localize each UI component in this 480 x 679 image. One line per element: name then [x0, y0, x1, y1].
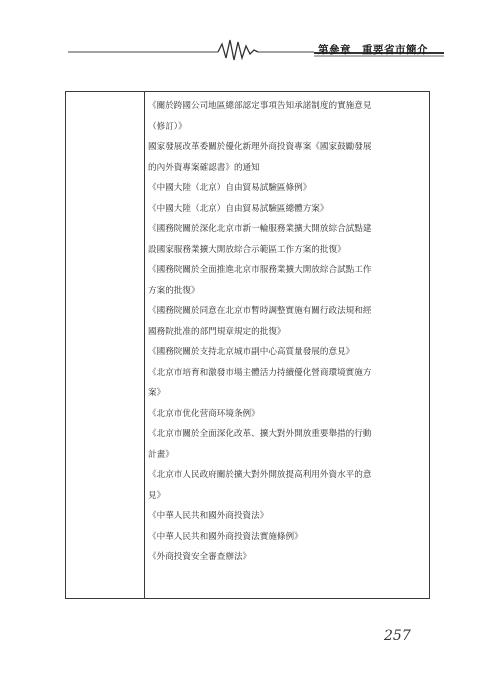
regulation-line: 《中華人民共和國外商投資法》 — [148, 511, 269, 521]
regulation-line: 《北京市培育和激發市場主體活力持續優化營商環境實施方 — [148, 367, 372, 378]
regulation-line: 《國務院關於支持北京城市副中心高質量發展的意見》 — [148, 347, 355, 357]
regulation-line: 國務院批准的部門規章規定的批復》 — [148, 326, 286, 337]
regulation-line: 《中華人民共和國外商投資法實施條例》 — [148, 531, 303, 542]
regulation-line: （修訂）》 — [148, 121, 187, 132]
regulation-line: 設國家服務業擴大開放綜合示範區工作方案的批復》 — [148, 244, 346, 255]
regulation-line: 《北京市關於全面深化改革、擴大對外開放重要舉措的行動 — [148, 429, 372, 439]
column-divider — [144, 92, 145, 598]
regulation-line: 國家發展改革委關於優化新理外商投資專案《國家鼓勵發展 — [148, 142, 372, 152]
chapter-title: 第參章 重要省市簡介 — [318, 44, 428, 56]
page-header — [0, 0, 480, 80]
regulation-line: 方案的批復》 — [148, 285, 200, 296]
header-decoration — [0, 0, 480, 80]
regulation-line: 案》 — [148, 388, 166, 398]
page-number: 257 — [384, 628, 411, 644]
regulation-line: 的內外資專案確認書》的通知 — [148, 162, 260, 173]
regulation-line: 計畫》 — [148, 449, 174, 460]
regulation-line: 《中國大陸（北京）自由貿易試驗區條例》 — [148, 183, 312, 193]
regulation-line: 《中國大陸（北京）自由貿易試驗區總體方案》 — [148, 203, 329, 214]
regulation-line: 《關於跨國公司地區總部認定事項告知承諾制度的實施意見 — [148, 101, 372, 111]
regulation-line: 《國務院關於深化北京市新一輪服務業擴大開放綜合試點建 — [148, 224, 372, 234]
regulation-line: 《國務院關於全面推進北京市服務業擴大開放綜合試點工作 — [148, 265, 372, 275]
pulse-wave-icon — [218, 40, 258, 60]
regulation-line: 見》 — [148, 490, 166, 501]
regulation-line: 《北京市优化营商环境条例》 — [148, 408, 260, 419]
regulation-line: 《國務院關於同意在北京市暫時調整實施有關行政法規和經 — [148, 306, 372, 316]
content-table — [65, 91, 430, 599]
regulation-list — [148, 96, 424, 568]
regulation-line: 《北京市人民政府關於擴大對外開放提高利用外資水平的意 — [148, 470, 372, 480]
regulation-line: 《外商投資安全審查辦法》 — [148, 552, 252, 562]
